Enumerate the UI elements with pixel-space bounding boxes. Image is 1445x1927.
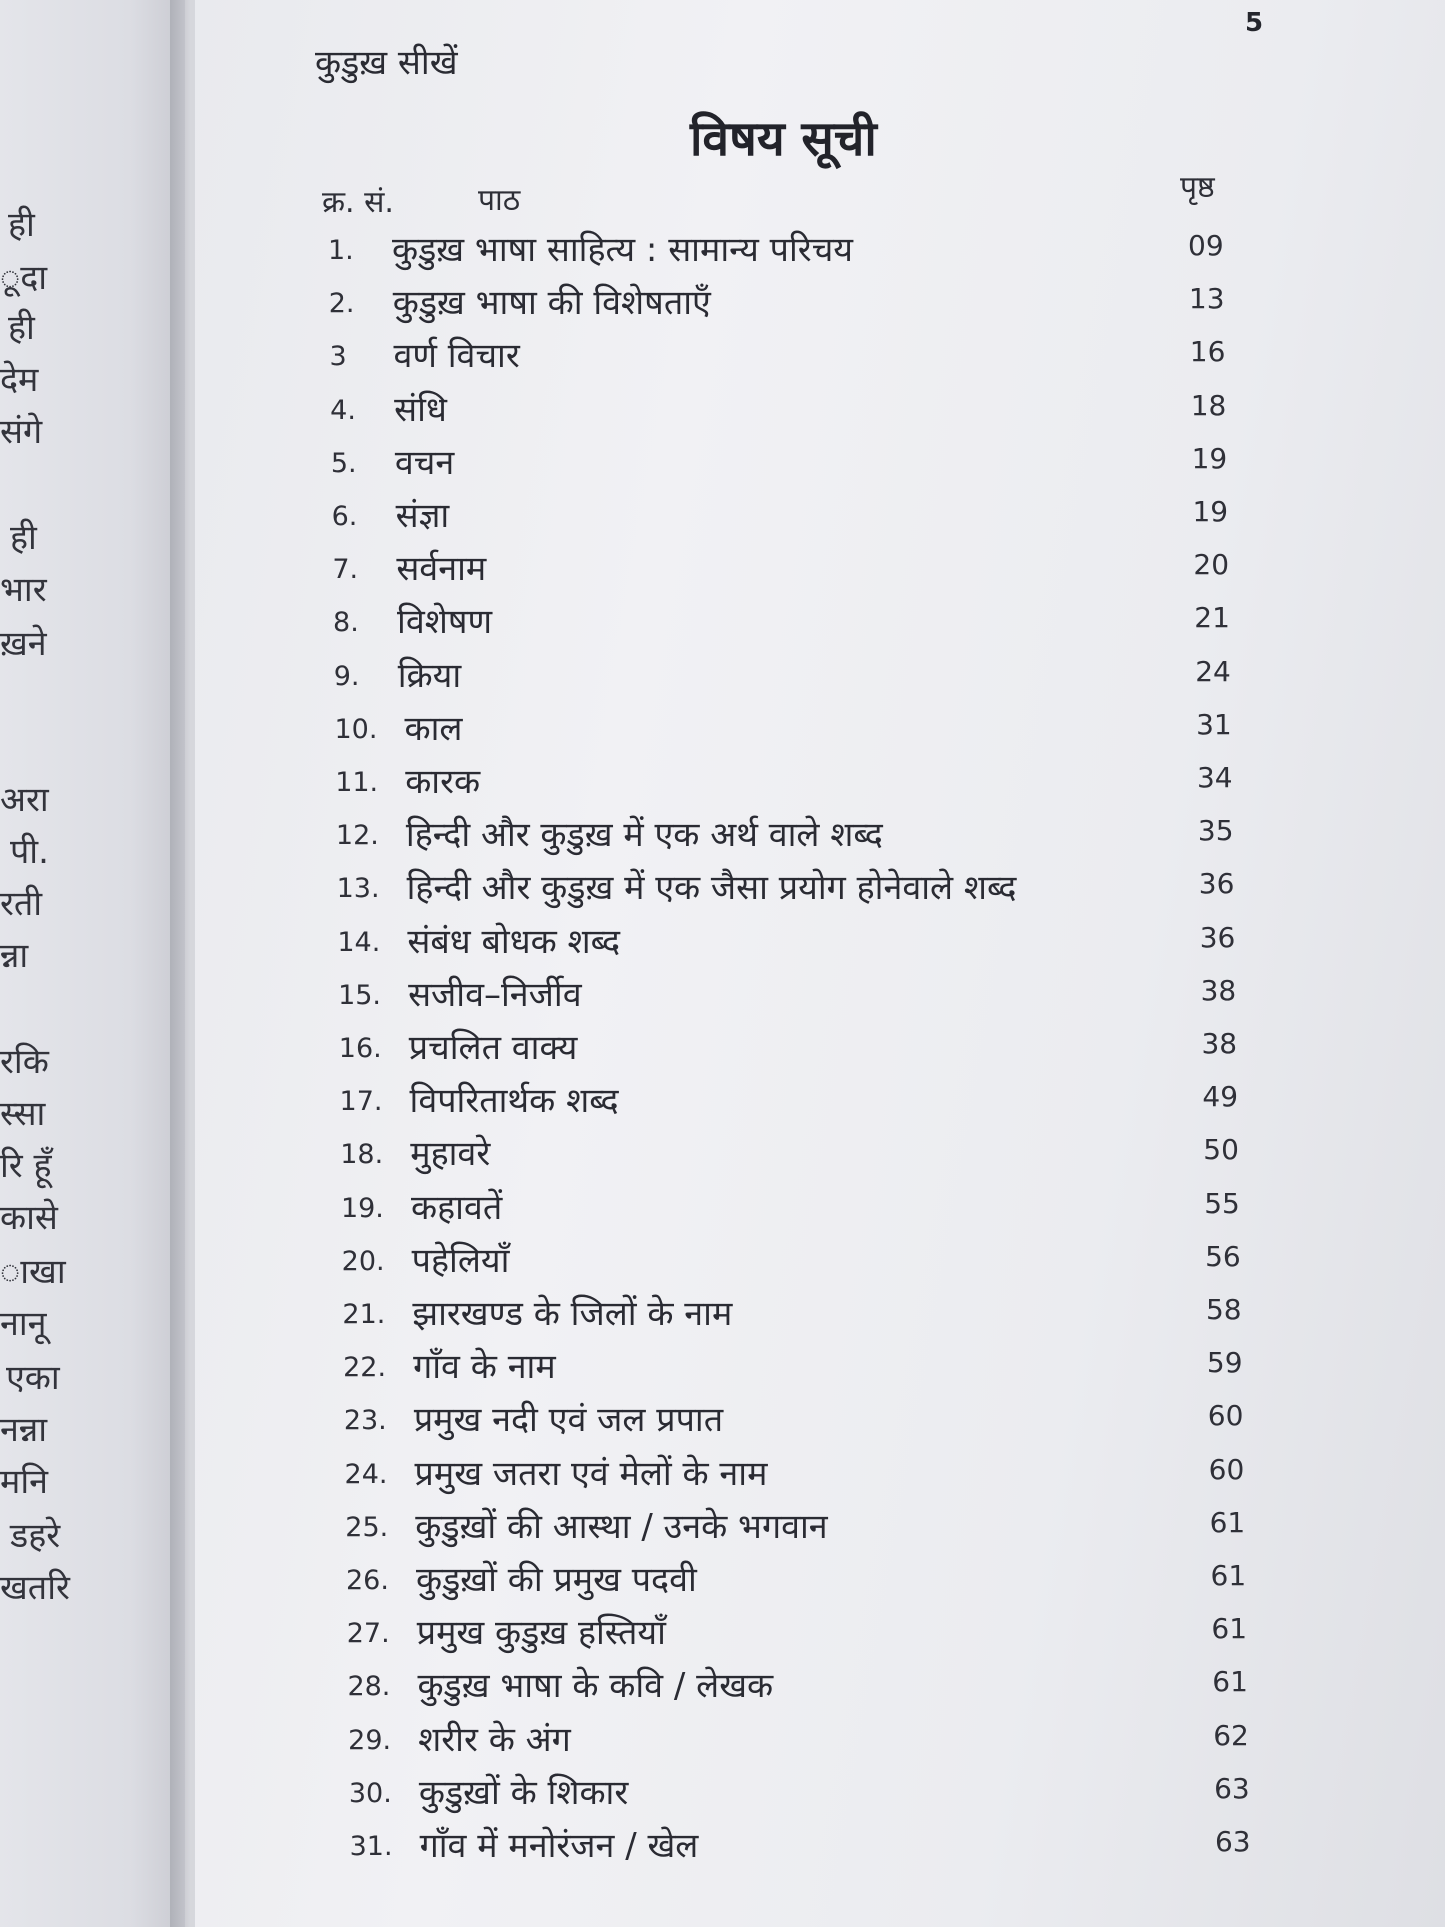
left-page-text-fragment: पी. [10,832,49,872]
column-header-number: क्र. सं. [322,185,394,220]
toc-entry [336,810,1258,856]
left-page-text-fragment: अरा [0,780,49,820]
toc-entry-number: 4. [330,394,356,426]
left-page-text-fragment: रती [0,884,43,924]
toc-entry [349,1768,1274,1814]
toc-entry-page: 62 [1213,1718,1249,1752]
toc-entry-number: 30. [348,1777,392,1809]
toc-entry [341,1183,1264,1229]
toc-entry-page: 19 [1192,495,1229,528]
toc-entry-title: संधि [394,389,447,430]
left-page-text-fragment: ाखा [0,1252,66,1292]
toc-entry-number: 3 [329,341,347,373]
toc-entry-page: 34 [1196,761,1233,794]
toc-entry [337,917,1259,963]
toc-entry [347,1608,1272,1654]
left-page-text-fragment: नन्ना [0,1410,48,1450]
column-header-page: पृष्ठ [1180,170,1215,205]
toc-entry-page: 56 [1205,1239,1241,1273]
toc-entry-title: कहावतें [410,1187,503,1228]
toc-entry [342,1289,1266,1335]
toc-entry [346,1555,1271,1601]
toc-entry-title: सर्वनाम [396,549,487,590]
toc-entry-page: 16 [1189,335,1226,369]
toc-entry-page: 36 [1198,867,1235,901]
toc-entry-number: 18. [340,1139,384,1171]
toc-entry [345,1449,1269,1495]
left-page-text-fragment: कासे [0,1198,58,1238]
toc-entry [337,863,1259,909]
toc-entry-page: 31 [1196,707,1232,741]
toc-entry-title: कारक [405,762,481,802]
toc-entry-page: 61 [1211,1612,1248,1646]
left-page-text-fragment: ही [10,518,37,558]
toc-entry-title: विपरितार्थक शब्द [409,1081,619,1122]
toc-entry-title: विशेषण [397,602,493,643]
toc-entry-title: कुडुख़ों की प्रमुख पदवी [416,1560,697,1600]
toc-entry [331,438,1252,484]
toc-entry [329,331,1249,377]
toc-entry [335,757,1257,803]
toc-entry-page: 09 [1188,229,1224,262]
toc-entry-title: प्रमुख जतरा एवं मेलों के नाम [414,1453,768,1494]
toc-entry-title: गाँव के नाम [413,1347,556,1388]
toc-entry-title: प्रमुख नदी एवं जल प्रपात [413,1400,724,1441]
toc-entry-number: 26. [346,1565,389,1596]
toc-entry-page: 60 [1207,1399,1244,1433]
left-page-text-fragment: खतरि [0,1568,70,1608]
toc-entry-title: कुडुख़ भाषा साहित्य : सामान्य परिचय [392,230,854,270]
toc-entry-number: 19. [340,1192,384,1224]
toc-entry [340,1076,1263,1122]
toc-entry [345,1502,1269,1548]
toc-entry [333,597,1254,643]
toc-entry [329,278,1249,324]
toc-entry-number: 2. [328,288,355,320]
book-title: कुडुख़ सीखें [315,43,458,83]
toc-entry-title: हिन्दी और कुडुख़ में एक अर्थ वाले शब्द [405,815,883,856]
toc-entry-number: 25. [345,1511,389,1543]
toc-entry [347,1661,1272,1707]
toc-entry-number: 29. [348,1724,392,1756]
toc-entry-title: कुडुख़ों के शिकार [418,1772,629,1813]
toc-entry-page: 61 [1212,1665,1248,1699]
toc-entry [334,651,1255,697]
toc-entry-number: 6. [331,501,358,532]
left-page-text-fragment: न्ना [0,936,29,976]
toc-entry-number: 10. [334,713,378,745]
toc-entry-number: 7. [332,554,359,586]
toc-entry [348,1715,1273,1761]
toc-entry [334,704,1256,750]
left-page-text-fragment: भार [0,570,47,610]
toc-entry-page: 24 [1195,654,1231,688]
toc-entry [343,1342,1267,1388]
toc-entry-number: 14. [337,926,381,958]
left-page-text-fragment: ख़ने [0,624,47,664]
toc-entry-number: 20. [341,1245,385,1277]
toc-entry-title: हिन्दी और कुडुख़ में एक जैसा प्रयोग होनेवाले शब्द [406,868,1017,909]
toc-entry-page: 36 [1199,920,1236,954]
toc-entry-title: प्रमुख कुडुख़ हस्तियाँ [416,1613,666,1654]
toc-entry [332,491,1253,537]
toc-entry-title: कुडुख़ भाषा के कवि / लेखक [417,1666,774,1707]
toc-entry-number: 5. [330,447,357,479]
toc-entry-title: वर्ण विचार [393,336,520,377]
toc-entry-title: संबंध बोधक शब्द [407,921,621,962]
toc-entry [328,225,1248,271]
left-page-text-fragment: ही [8,308,35,348]
toc-entry [350,1821,1275,1867]
page-number: 5 [1245,8,1264,38]
toc-entry-title: झारखण्ड के जिलों के नाम [412,1294,733,1334]
toc-entry [338,970,1261,1016]
toc-entry-number: 13. [336,873,380,905]
left-page-text-fragment: मनि [0,1462,49,1502]
toc-entry-title: पहेलियाँ [411,1240,510,1281]
toc-entry-page: 59 [1206,1346,1243,1380]
toc-entry-number: 17. [339,1086,383,1118]
left-page-text-fragment: रि हूँ [0,1146,52,1186]
toc-entry-number: 27. [346,1618,390,1650]
toc-entry-title: क्रिया [397,655,462,696]
toc-entry-number: 21. [342,1299,386,1330]
toc-entry-title: कुडुख़ भाषा की विशेषताएँ [392,283,711,324]
toc-entry-page: 20 [1193,548,1230,582]
toc-entry-page: 21 [1194,601,1230,635]
toc-entry-title: वचन [394,442,455,483]
toc-entry-page: 50 [1203,1133,1239,1167]
toc-entry-title: प्रचलित वाक्य [408,1028,578,1068]
toc-entry-number: 28. [347,1671,391,1703]
toc-entry-page: 58 [1205,1293,1242,1326]
toc-entry [344,1395,1268,1441]
toc-entry-page: 61 [1210,1559,1247,1592]
toc-entry-number: 8. [333,607,359,639]
toc-entry-title: काल [404,708,463,749]
toc-entry-number: 23. [343,1405,387,1437]
toc-entry-number: 12. [335,820,379,852]
toc-entry [332,544,1253,590]
left-page-text-fragment: रकि [0,1042,49,1082]
left-page-text-fragment: संगे [0,412,43,452]
toc-entry-title: मुहावरे [410,1134,491,1175]
toc-entry-number: 31. [349,1831,393,1862]
column-header-lesson: पाठ [478,183,521,218]
left-page-text-fragment: एका [6,1358,60,1398]
toc-entry-page: 63 [1214,1771,1250,1805]
toc-entry-number: 24. [344,1458,388,1490]
toc-entry-number: 15. [338,979,382,1011]
toc-entry-number: 9. [333,660,360,692]
toc-entry-page: 38 [1201,1027,1238,1060]
left-facing-page [0,0,185,1927]
toc-entry-number: 16. [338,1033,382,1064]
toc-entry-number: 11. [335,767,379,798]
toc-entry-title: संज्ञा [395,496,450,536]
toc-entry-page: 60 [1208,1452,1245,1486]
toc-entry-page: 49 [1202,1080,1239,1114]
toc-entry-title: कुडुख़ों की आस्था / उनके भगवान [415,1506,828,1547]
left-page-text-fragment: स्सा [0,1094,46,1134]
toc-entry [330,385,1251,431]
left-page-text-fragment: ही [8,205,35,245]
toc-entry-page: 18 [1190,388,1227,422]
toc-entry-page: 35 [1197,814,1234,848]
toc-entry-page: 63 [1214,1825,1251,1858]
toc-entry-page: 19 [1191,441,1228,475]
toc-entry-number: 1. [328,235,354,266]
left-page-text-fragment: देम [0,360,39,400]
toc-entry [340,1129,1263,1175]
toc-entry-title: शरीर के अंग [418,1719,571,1760]
toc-entry-page: 13 [1188,282,1225,316]
toc-heading: विषय सूची [690,111,877,167]
toc-entry-page: 55 [1204,1186,1240,1220]
toc-entry-number: 22. [343,1352,387,1384]
toc-entry [342,1236,1265,1282]
toc-entry [339,1023,1262,1069]
toc-entry-title: सजीव–निर्जीव [408,974,582,1015]
toc-entry-page: 38 [1200,973,1237,1007]
left-page-text-fragment: नानू [0,1304,47,1344]
toc-entry-page: 61 [1209,1505,1246,1539]
left-page-text-fragment: ूदा [0,258,48,298]
left-page-text-fragment: डहरे [10,1516,61,1556]
toc-entry-title: गाँव में मनोरंजन / खेल [419,1826,699,1866]
